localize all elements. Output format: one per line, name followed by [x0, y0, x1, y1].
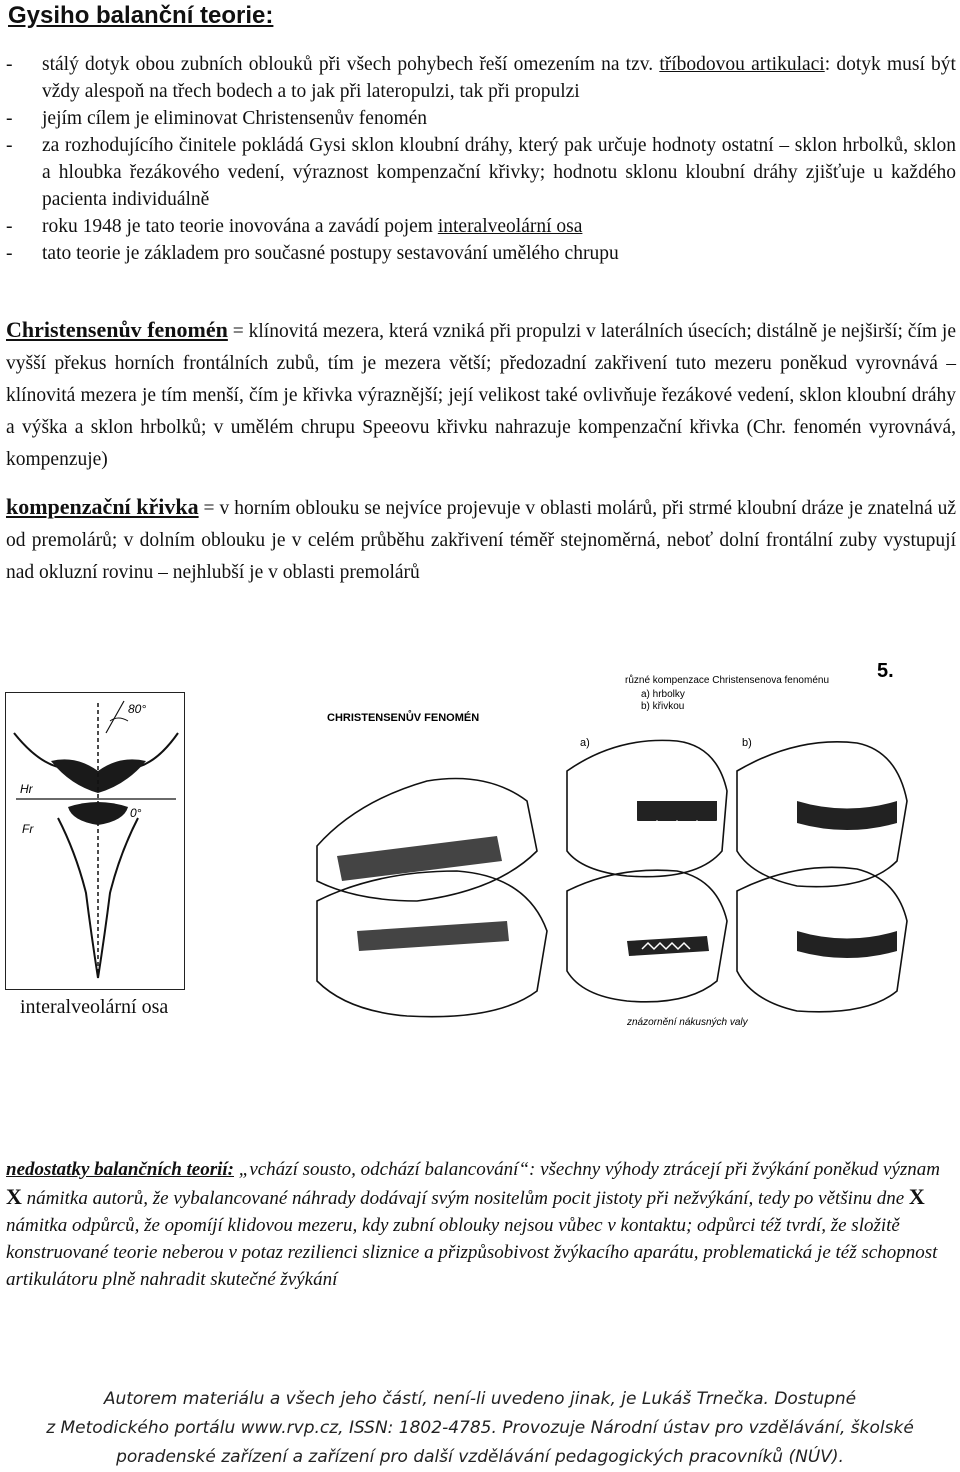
christensen-term: Christensenův fenomén [6, 317, 228, 342]
bullet-text [42, 213, 956, 240]
deficits-text: „vchází sousto, odchází balancování“: všechny výhody ztrácejí při žvýkání poněkud význam [234, 1159, 941, 1180]
x-separator: X [908, 1184, 925, 1209]
christensen-phenomenon-drawing [297, 651, 960, 1032]
christensen-definition: = klínovitá mezera, která vzniká při propulzi v laterálních úsecích; distálně je nejširší; čím je vyšší překus horních frontálních zubů, tím je mezera větší; předozadní zakřivení tuto mezeru poněkud vyrovnává – klínovitá mezera je tím menší, čím je křivka výraznější; její velikost také ovlivňuje řezákové vedení, sklon kloubní dráhy a výška a sklon hrbolků; v umělém chrupu Speeovu křivku nahrazuje kompenzační křivka (Chr. fenomén vyrovnává, kompenzuje) [6, 321, 956, 470]
interalveolar-axis-drawing [6, 693, 184, 989]
bullet-dash: - [6, 243, 13, 264]
bullet-text-part: stálý dotyk obou zubních oblouků při všech pohybech řeší omezením na tzv. [42, 54, 660, 75]
angle-line [106, 701, 124, 733]
jaw-drawing-bottom-middle [567, 870, 727, 1002]
bullet-dash: - [6, 216, 13, 237]
figure-heading: různé kompenzace Christensenova fenoménu [625, 675, 830, 686]
jaw-drawing-panel-b [737, 742, 907, 887]
bullet-dash: - [6, 54, 13, 75]
figure-item-b: b) křivkou [641, 701, 685, 712]
footer-attribution [0, 1385, 960, 1472]
figure-bottom-caption: znázornění nákusných valy [627, 1017, 748, 1028]
bullet-text: za rozhodujícího činitele pokládá Gysi sklon kloubní dráhy, který pak určuje hodnoty ostatní – sklon hrbolků, sklon a hloubka řezákového vedení, výraznost kompenzační křivky; hodnotu sklonu kloubní dráhy zjišťuje u každého pacienta individuálně [42, 135, 956, 210]
list-item [6, 132, 956, 213]
jaw-drawing-panel-a [567, 740, 727, 876]
balance-theory-deficits [6, 1156, 956, 1293]
list-item [6, 105, 956, 132]
figure-number: 5. [877, 660, 894, 682]
bullet-dash: - [6, 108, 13, 129]
x-separator: X [6, 1184, 22, 1209]
angle-80-label: 80° [128, 702, 147, 716]
deficits-text: námitka autorů, že vybalancované náhrady dodávají svým nositelům pocit jistoty při nežvýkání, tedy po většinu dne [21, 1188, 909, 1209]
bullet-dash: - [6, 135, 13, 156]
term-interalveolarni-osa: interalveolární osa [437, 216, 583, 237]
page-title: Gysiho balanční teorie: [8, 2, 274, 29]
term-tribodova-artikulace: tříbodovou artikulaci [659, 54, 825, 75]
compensation-curve-definition: = v horním oblouku se nejvíce projevuje v oblasti molárů, při strmé kloubní dráze je znatelná už od premolárů; v dolním oblouku je v celém průběhu zakřivení téměř stejnoměrná, neboť dolní frontální zuby vystupují nad okluzní rovinu – nejhlubší je v oblasti premolárů [6, 498, 956, 583]
bullet-text: tato teorie je základem pro současné postupy sestavování umělého chrupu [42, 243, 619, 264]
figure-item-a: a) hrbolky [641, 689, 685, 700]
jaw-drawing-bottom-right [737, 867, 907, 1012]
bullet-text [42, 51, 956, 105]
bullet-text-part: roku 1948 je tato teorie inovována a zavádí pojem [42, 216, 438, 237]
angle-0-label: 0° [130, 806, 142, 820]
footer-line: Autorem materiálu a všech jeho částí, není-li uvedeno jinak, je Lukáš Trnečka. Dostupné [103, 1389, 857, 1409]
lower-jaw-outline [58, 818, 138, 978]
christensen-paragraph [6, 314, 956, 476]
gysi-bullet-list [6, 51, 956, 267]
list-item [6, 240, 956, 267]
deficits-text: námitka odpůrců, že opomíjí klidovou mezeru, kdy zubní oblouky nejsou vůbec v kontaktu; odpůrci též tvrdí, že složitě konstruované teorie neberou v potaz rezilienci sliznice a přizpůsobivost žvýkacího aparátu, problematická je též schopnost artikulátoru plně nahradit skutečné žvýkání [6, 1215, 938, 1290]
fr-label: Fr [22, 822, 34, 836]
list-item [6, 51, 956, 105]
hr-label: Hr [20, 782, 33, 796]
figure-box-title: CHRISTENSENŮV FENOMÉN [327, 712, 480, 724]
deficits-heading: nedostatky balančních teorií: [6, 1159, 234, 1180]
bullet-text-part: : dotyk musí být vždy alespoň na třech bodech a to jak při lateropulzi, tak při propulzi [42, 54, 956, 102]
compensation-curve-term: kompenzační křivka [6, 494, 199, 519]
bullet-text: jejím cílem je eliminovat Christensenův fenomén [42, 108, 428, 129]
lower-teeth-shape [68, 802, 128, 825]
interalveolar-axis-figure [5, 692, 185, 990]
compensation-curve-paragraph [6, 491, 956, 589]
panel-b-label: b) [742, 737, 752, 749]
panel-a-label: a) [580, 737, 590, 749]
christensen-phenomenon-figure [297, 651, 960, 1032]
list-item [6, 213, 956, 240]
footer-line: poradenské zařízení a zařízení pro další vzdělávání pedagogických pracovníků (NÚV). [116, 1447, 844, 1467]
footer-line: z Metodického portálu www.rvp.cz, ISSN: 1802-4785. Provozuje Národní ústav pro vzdělávání, školské [46, 1418, 914, 1438]
interalveolar-axis-caption: interalveolární osa [20, 996, 169, 1018]
